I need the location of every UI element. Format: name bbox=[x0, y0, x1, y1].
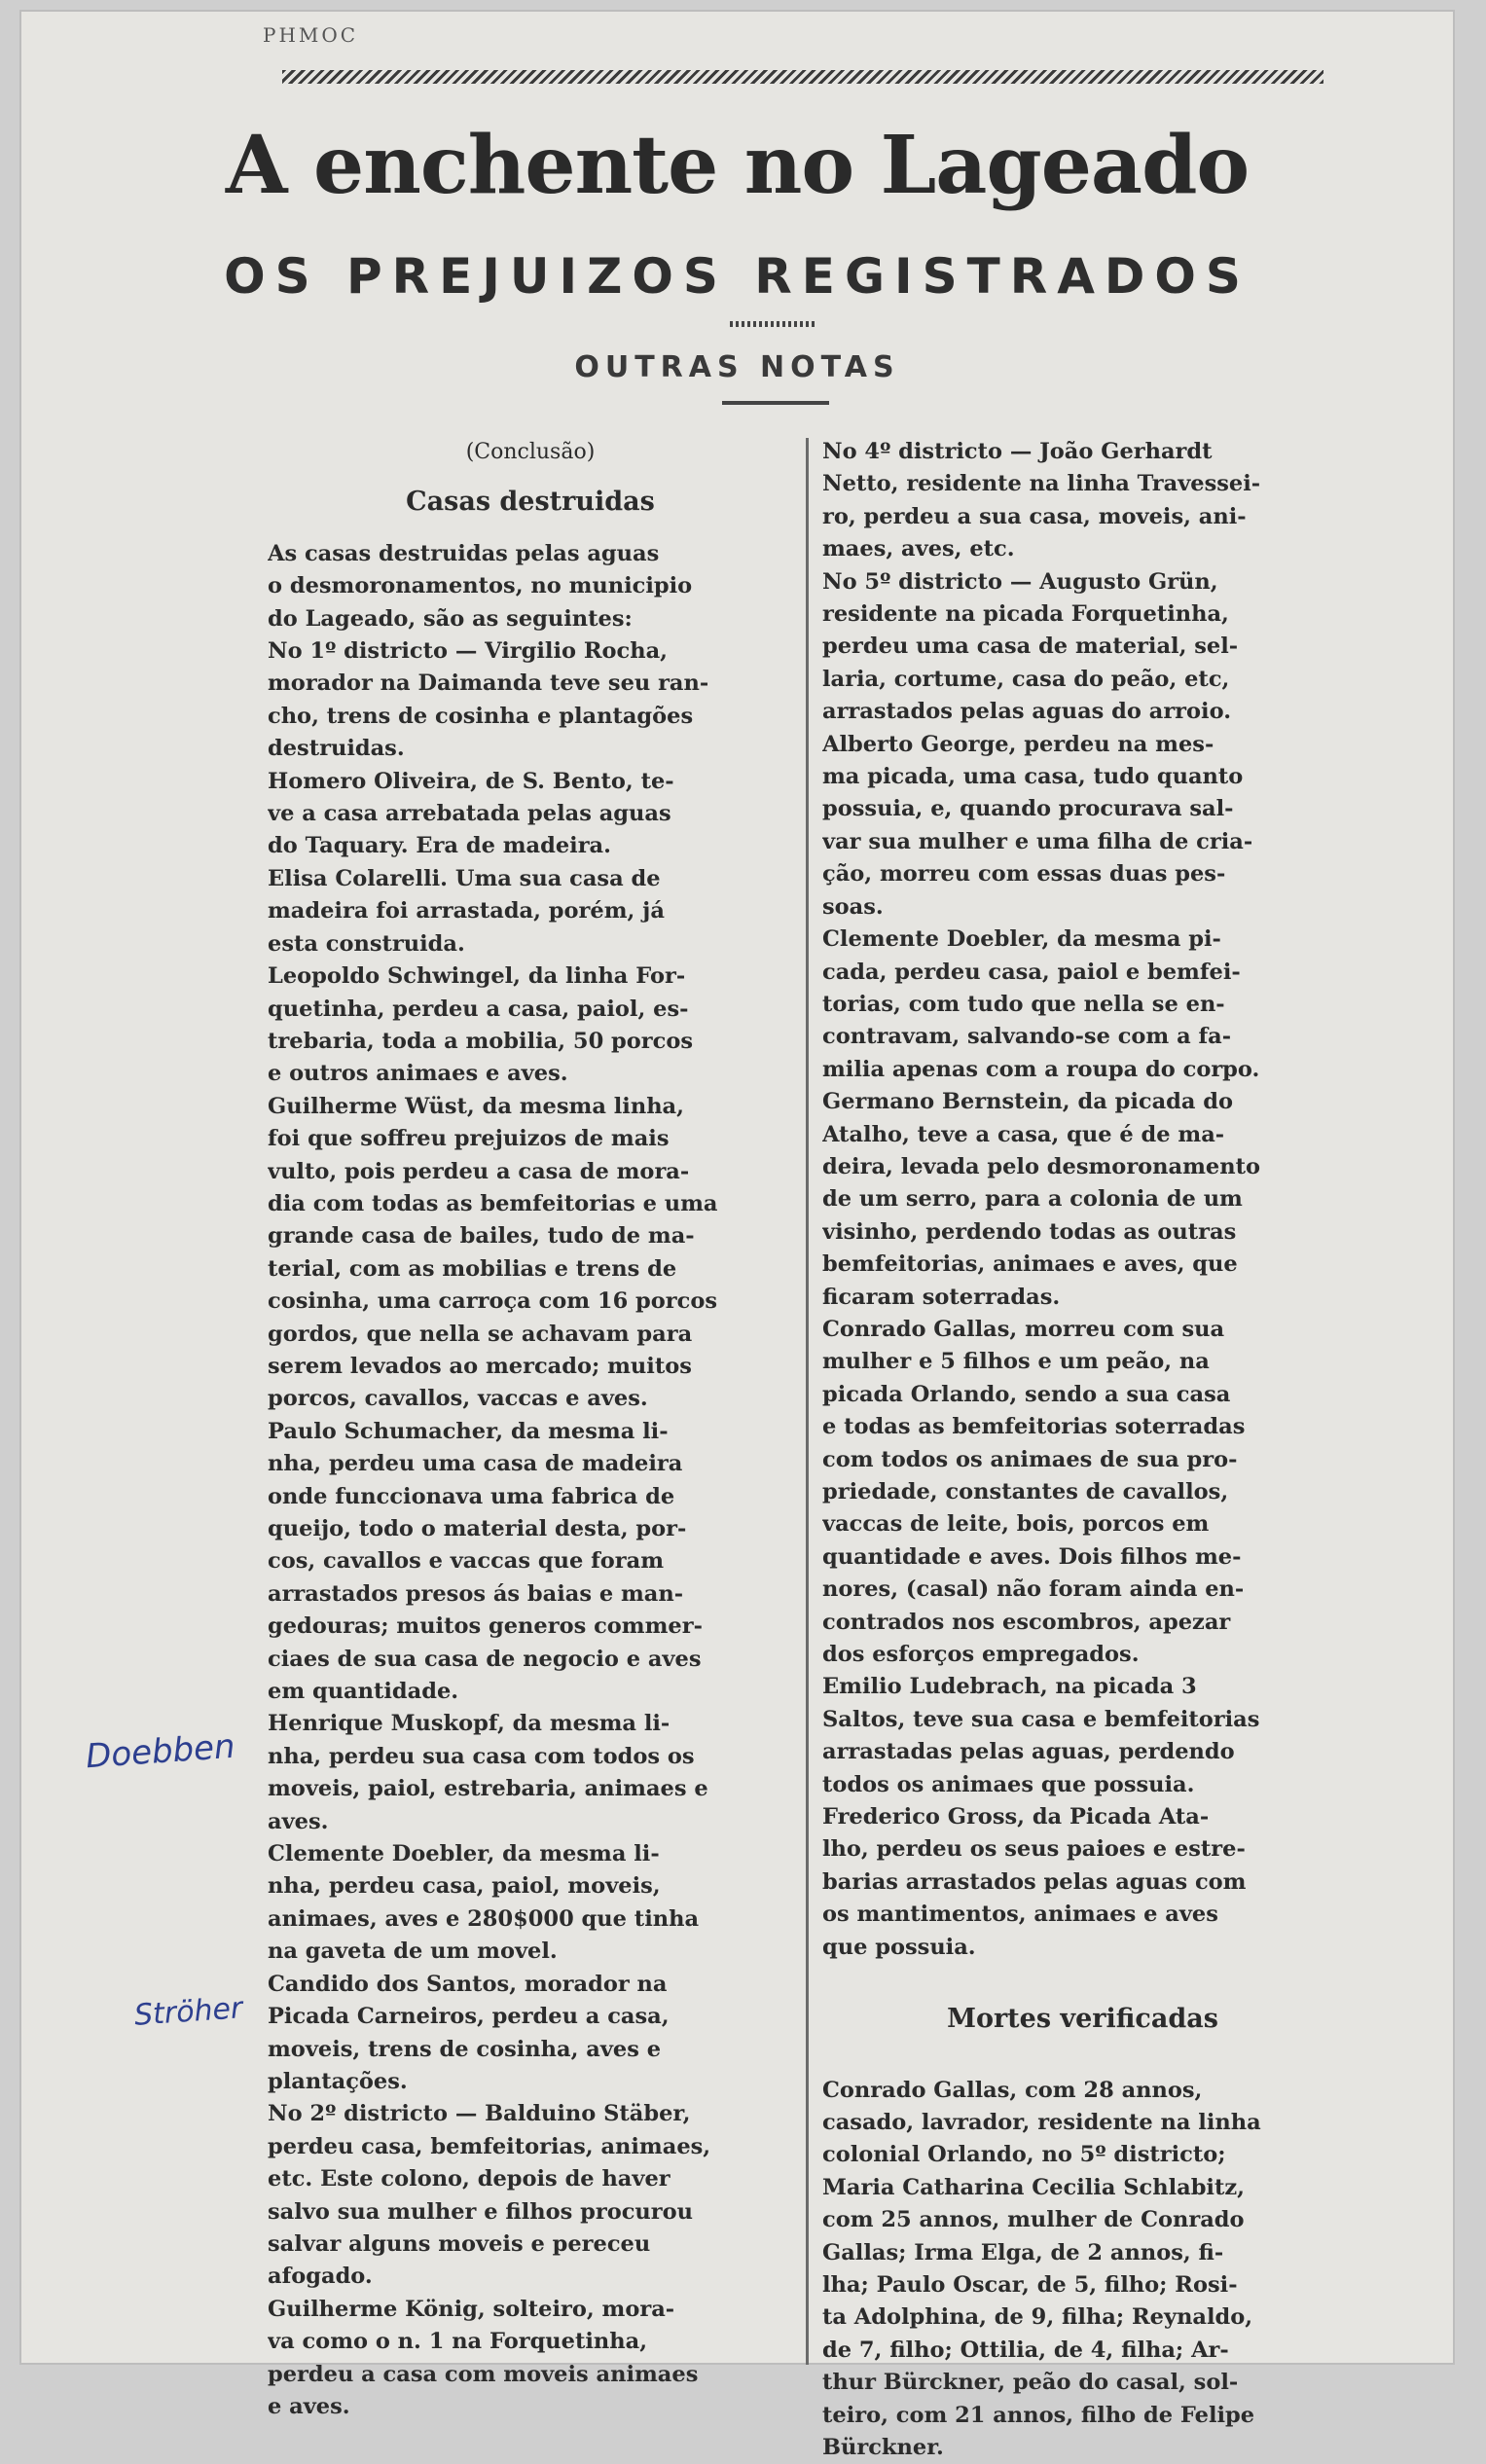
text-line: Frederico Gross, da Picada Ata- bbox=[822, 1801, 1343, 1833]
text-line: Saltos, teve sua casa e bemfeitorias bbox=[822, 1704, 1343, 1736]
text-line: afogado. bbox=[268, 2261, 793, 2293]
kicker-divider bbox=[722, 401, 829, 405]
newspaper-clipping bbox=[19, 10, 1455, 2365]
text-line: e todas as bemfeitorias soterradas bbox=[822, 1411, 1343, 1443]
text-line: destruidas. bbox=[268, 733, 793, 765]
text-line: vaccas de leite, bois, porcos em bbox=[822, 1508, 1343, 1540]
text-line: nha, perdeu casa, paiol, moveis, bbox=[268, 1870, 793, 1902]
deaths-text bbox=[822, 2075, 1343, 2464]
text-line: Elisa Colarelli. Uma sua casa de bbox=[268, 863, 793, 895]
text-line: No 5º districto — Augusto Grün, bbox=[822, 566, 1343, 598]
text-line: com 25 annos, mulher de Conrado bbox=[822, 2204, 1343, 2236]
left-column bbox=[268, 436, 793, 2423]
text-line: No 1º districto — Virgilio Rocha, bbox=[268, 635, 793, 668]
text-line: moveis, paiol, estrebaria, animaes e bbox=[268, 1773, 793, 1805]
text-line: contrados nos escombros, apezar bbox=[822, 1607, 1343, 1639]
text-line: possuia, e, quando procurava sal- bbox=[822, 793, 1343, 825]
text-line: casado, lavrador, residente na linha bbox=[822, 2107, 1343, 2139]
text-line: deira, levada pelo desmoronamento bbox=[822, 1151, 1343, 1183]
text-line: cada, perdeu casa, paiol e bemfei- bbox=[822, 957, 1343, 989]
text-line: Clemente Doebler, da mesma li- bbox=[268, 1838, 793, 1870]
text-line: bemfeitorias, animaes e aves, que bbox=[822, 1249, 1343, 1281]
text-line: terial, com as mobilias e trens de bbox=[268, 1253, 793, 1286]
section-title-mortes: Mortes verificadas bbox=[822, 2003, 1343, 2035]
text-line: Atalho, teve a casa, que é de ma- bbox=[822, 1119, 1343, 1151]
text-line: Henrique Muskopf, da mesma li- bbox=[268, 1708, 793, 1740]
text-line: Clemente Doebler, da mesma pi- bbox=[822, 924, 1343, 956]
text-line: Conrado Gallas, morreu com sua bbox=[822, 1314, 1343, 1346]
text-line: e outros animaes e aves. bbox=[268, 1058, 793, 1090]
text-line: laria, cortume, casa do peão, etc, bbox=[822, 664, 1343, 696]
text-line: nha, perdeu uma casa de madeira bbox=[268, 1448, 793, 1480]
text-line: Leopoldo Schwingel, da linha For- bbox=[268, 960, 793, 993]
text-line: Guilherme König, solteiro, mora- bbox=[268, 2294, 793, 2326]
text-line: teiro, com 21 annos, filho de Felipe bbox=[822, 2400, 1343, 2432]
text-line: esta construida. bbox=[268, 928, 793, 960]
text-line: barias arrastados pelas aguas com bbox=[822, 1866, 1343, 1899]
text-line: Conrado Gallas, com 28 annos, bbox=[822, 2075, 1343, 2107]
text-line: lha; Paulo Oscar, de 5, filho; Rosi- bbox=[822, 2269, 1343, 2301]
text-line: do Taquary. Era de madeira. bbox=[268, 830, 793, 862]
column-divider bbox=[806, 438, 809, 2365]
text-line: na gaveta de um movel. bbox=[268, 1936, 793, 1968]
text-line: ma picada, uma casa, tudo quanto bbox=[822, 761, 1343, 793]
text-line: em quantidade. bbox=[268, 1676, 793, 1708]
text-line: madeira foi arrastada, porém, já bbox=[268, 895, 793, 927]
text-line: perdeu casa, bemfeitorias, animaes, bbox=[268, 2131, 793, 2163]
text-line: Germano Bernstein, da picada do bbox=[822, 1086, 1343, 1118]
text-line: arrastados presos ás baias e man- bbox=[268, 1578, 793, 1611]
text-line: Netto, residente na linha Travessei- bbox=[822, 468, 1343, 500]
text-line: ro, perdeu a sua casa, moveis, ani- bbox=[822, 501, 1343, 533]
text-line: plantações. bbox=[268, 2066, 793, 2098]
text-line: do Lageado, são as seguintes: bbox=[268, 603, 793, 635]
text-line: ciaes de sua casa de negocio e aves bbox=[268, 1644, 793, 1676]
text-line: visinho, perdendo todas as outras bbox=[822, 1216, 1343, 1249]
text-line: contravam, salvando-se com a fa- bbox=[822, 1021, 1343, 1053]
text-line: torias, com tudo que nella se en- bbox=[822, 989, 1343, 1021]
text-line: lho, perdeu os seus paioes e estre- bbox=[822, 1833, 1343, 1866]
text-line: picada Orlando, sendo a sua casa bbox=[822, 1379, 1343, 1411]
small-divider bbox=[730, 321, 817, 327]
kicker: OUTRAS NOTAS bbox=[19, 350, 1455, 384]
text-line: cos, cavallos e vaccas que foram bbox=[268, 1545, 793, 1577]
text-line: trebaria, toda a mobilia, 50 porcos bbox=[268, 1026, 793, 1058]
text-line: priedade, constantes de cavallos, bbox=[822, 1476, 1343, 1508]
text-line: aves. bbox=[268, 1806, 793, 1838]
continuation-note: (Conclusão) bbox=[268, 436, 793, 468]
left-column-text bbox=[268, 538, 793, 2424]
headline: A enchente no Lageado bbox=[19, 119, 1455, 212]
section-title-casas: Casas destruidas bbox=[268, 486, 793, 518]
text-line: cosinha, uma carroça com 16 porcos bbox=[268, 1286, 793, 1318]
text-line: va como o n. 1 na Forquetinha, bbox=[268, 2326, 793, 2358]
text-line: Alberto George, perdeu na mes- bbox=[822, 729, 1343, 761]
text-line: gordos, que nella se achavam para bbox=[268, 1319, 793, 1351]
text-line: foi que soffreu prejuizos de mais bbox=[268, 1123, 793, 1155]
text-line: As casas destruidas pelas aguas bbox=[268, 538, 793, 570]
text-line: etc. Este colono, depois de haver bbox=[268, 2163, 793, 2195]
text-line: dia com todas as bemfeitorias e uma bbox=[268, 1188, 793, 1220]
text-line: colonial Orlando, no 5º districto; bbox=[822, 2139, 1343, 2171]
handwritten-annotation: Ströher bbox=[133, 1991, 243, 2033]
text-line: de 7, filho; Ottilia, de 4, filha; Ar- bbox=[822, 2335, 1343, 2367]
right-column bbox=[822, 436, 1343, 2464]
right-column-text bbox=[822, 436, 1343, 1964]
text-line: perdeu uma casa de material, sel- bbox=[822, 631, 1343, 663]
text-line: No 4º districto — João Gerhardt bbox=[822, 436, 1343, 468]
text-line: vulto, pois perdeu a casa de mora- bbox=[268, 1156, 793, 1188]
text-line: todos os animaes que possuia. bbox=[822, 1769, 1343, 1801]
text-line: animaes, aves e 280$000 que tinha bbox=[268, 1903, 793, 1936]
text-line: ve a casa arrebatada pelas aguas bbox=[268, 798, 793, 830]
text-line: porcos, cavallos, vaccas e aves. bbox=[268, 1383, 793, 1415]
text-line: e aves. bbox=[268, 2391, 793, 2423]
text-line: Guilherme Wüst, da mesma linha, bbox=[268, 1091, 793, 1123]
text-line: Paulo Schumacher, da mesma li- bbox=[268, 1416, 793, 1448]
text-line: nha, perdeu sua casa com todos os bbox=[268, 1741, 793, 1773]
text-line: serem levados ao mercado; muitos bbox=[268, 1351, 793, 1383]
text-line: os mantimentos, animaes e aves bbox=[822, 1899, 1343, 1931]
text-line: Gallas; Irma Elga, de 2 annos, fi- bbox=[822, 2237, 1343, 2269]
ornamental-rule bbox=[282, 70, 1323, 84]
text-line: milia apenas com a roupa do corpo. bbox=[822, 1054, 1343, 1086]
text-line: salvo sua mulher e filhos procurou bbox=[268, 2196, 793, 2228]
text-line: Emilio Ludebrach, na picada 3 bbox=[822, 1671, 1343, 1703]
text-line: No 2º districto — Balduino Stäber, bbox=[268, 2098, 793, 2130]
text-line: Maria Catharina Cecilia Schlabitz, bbox=[822, 2172, 1343, 2204]
text-line: que possuia. bbox=[822, 1932, 1343, 1964]
text-line: Homero Oliveira, de S. Bento, te- bbox=[268, 766, 793, 798]
text-line: residente na picada Forquetinha, bbox=[822, 598, 1343, 631]
text-line: arrastados pelas aguas do arroio. bbox=[822, 696, 1343, 728]
text-line: quetinha, perdeu a casa, paiol, es- bbox=[268, 994, 793, 1026]
text-line: arrastadas pelas aguas, perdendo bbox=[822, 1736, 1343, 1768]
text-line: salvar alguns moveis e pereceu bbox=[268, 2228, 793, 2261]
text-line: de um serro, para a colonia de um bbox=[822, 1183, 1343, 1215]
text-line: morador na Daimanda teve seu ran- bbox=[268, 668, 793, 700]
text-line: gedouras; muitos generos commer- bbox=[268, 1611, 793, 1643]
text-line: queijo, todo o material desta, por- bbox=[268, 1513, 793, 1545]
text-line: Picada Carneiros, perdeu a casa, bbox=[268, 2001, 793, 2033]
text-line: grande casa de bailes, tudo de ma- bbox=[268, 1220, 793, 1252]
text-line: Bürckner. bbox=[822, 2432, 1343, 2464]
text-line: perdeu a casa com moveis animaes bbox=[268, 2359, 793, 2391]
text-line: nores, (casal) não foram ainda en- bbox=[822, 1574, 1343, 1606]
text-line: o desmoronamentos, no municipio bbox=[268, 570, 793, 602]
text-line: maes, aves, etc. bbox=[822, 533, 1343, 565]
subheadline: OS PREJUIZOS REGISTRADOS bbox=[19, 248, 1455, 305]
text-line: ção, morreu com essas duas pes- bbox=[822, 858, 1343, 890]
text-line: var sua mulher e uma filha de cria- bbox=[822, 826, 1343, 858]
text-line: mulher e 5 filhos e um peão, na bbox=[822, 1346, 1343, 1378]
text-line: ficaram soterradas. bbox=[822, 1282, 1343, 1314]
text-line: Candido dos Santos, morador na bbox=[268, 1969, 793, 2001]
text-line: soas. bbox=[822, 891, 1343, 924]
text-line: cho, trens de cosinha e plantagões bbox=[268, 701, 793, 733]
text-line: onde funccionava uma fabrica de bbox=[268, 1481, 793, 1513]
text-line: thur Bürckner, peão do casal, sol- bbox=[822, 2367, 1343, 2399]
handwritten-annotation: Doebben bbox=[85, 1727, 236, 1777]
text-line: dos esforços empregados. bbox=[822, 1639, 1343, 1671]
text-line: com todos os animaes de sua pro- bbox=[822, 1444, 1343, 1476]
text-line: moveis, trens de cosinha, aves e bbox=[268, 2034, 793, 2066]
text-line: ta Adolphina, de 9, filha; Reynaldo, bbox=[822, 2301, 1343, 2334]
text-line: quantidade e aves. Dois filhos me- bbox=[822, 1541, 1343, 1574]
top-fragment-text: PHMOC bbox=[263, 23, 358, 47]
